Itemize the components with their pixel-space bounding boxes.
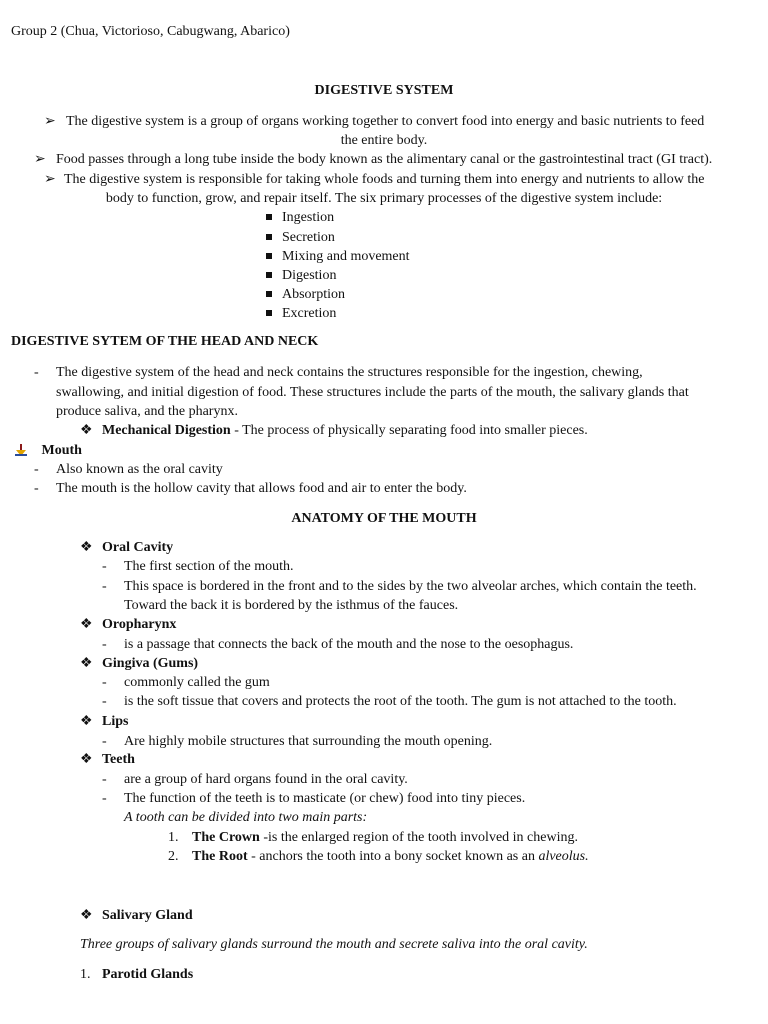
process-item: Digestion	[266, 266, 336, 285]
square-bullet-icon	[266, 253, 272, 259]
root-number: 2.	[168, 849, 179, 864]
page-title: DIGESTIVE SYSTEM	[314, 83, 454, 98]
mouth-text-1: Also known as the oral cavity	[56, 462, 223, 477]
gingiva-text-1: commonly called the gum	[124, 675, 270, 690]
process-item: Absorption	[266, 285, 345, 304]
parotid-glands-title: Parotid Glands	[102, 967, 194, 982]
process-item: Secretion	[266, 228, 335, 247]
dash-bullet-icon: -	[102, 675, 107, 690]
process-item: Excretion	[266, 304, 336, 323]
parotid-number: 1.	[80, 967, 91, 982]
intro-text-1a: The digestive system is a group of organs working together to convert food into energy and basic nutrients to feed	[66, 114, 705, 129]
square-bullet-icon	[266, 310, 272, 316]
square-bullet-icon	[266, 214, 272, 220]
diamond-bullet-icon: ❖	[80, 423, 93, 438]
teeth-text-1: are a group of hard organs found in the oral cavity.	[124, 772, 408, 787]
teeth-text-2: The function of the teeth is to masticate (or chew) food into tiny pieces.	[124, 791, 526, 806]
process-item: Mixing and movement	[266, 247, 410, 266]
dash-bullet-icon: -	[102, 694, 107, 709]
oral-cavity-text-1: The first section of the mouth.	[124, 559, 294, 574]
oral-cavity-item: ❖ Oral Cavity	[80, 540, 174, 555]
dash-bullet-icon: -	[102, 637, 107, 652]
mouth-heading	[14, 441, 82, 460]
intro-bullet-3	[44, 170, 705, 189]
salivary-description: Three groups of salivary glands surround the mouth and secrete saliva into the oral cavity.	[80, 937, 588, 952]
teeth-item: ❖ Teeth	[80, 752, 135, 767]
teeth-subheading: A tooth can be divided into two main parts:	[124, 810, 368, 825]
dash-bullet-icon: -	[102, 734, 107, 749]
mechanical-digestion-item	[80, 421, 588, 440]
gingiva-item: ❖ Gingiva (Gums)	[80, 656, 199, 671]
diamond-bullet-icon: ❖	[80, 656, 93, 671]
head-neck-text-3: produce saliva, and the pharynx.	[56, 404, 238, 419]
dash-bullet-icon: -	[34, 481, 39, 496]
square-bullet-icon	[266, 272, 272, 278]
dash-bullet-icon: -	[34, 365, 39, 380]
crown-number: 1.	[168, 830, 179, 845]
group-header: Group 2 (Chua, Victorioso, Cabugwang, Abarico)	[11, 24, 290, 39]
oropharynx-text: is a passage that connects the back of the mouth and the nose to the oesophagus.	[124, 637, 574, 652]
gingiva-text-2: is the soft tissue that covers and protects the root of the tooth. The gum is not attached to the tooth.	[124, 694, 677, 709]
arrow-bullet-icon: ➢	[44, 114, 56, 129]
crown-item: The Crown -is the enlarged region of the tooth involved in chewing.	[192, 830, 578, 845]
oral-cavity-text-2b: Toward the back it is bordered by the isthmus of the fauces.	[124, 598, 459, 613]
head-neck-text-1: The digestive system of the head and neck contains the structures responsible for the ingestion, chewing,	[56, 365, 643, 380]
arrow-bullet-icon: ➢	[44, 172, 56, 187]
diamond-bullet-icon: ❖	[80, 540, 93, 555]
root-item: The Root - anchors the tooth into a bony socket known as an alveolus.	[192, 849, 589, 864]
diamond-bullet-icon: ❖	[80, 908, 93, 923]
intro-text-3a: The digestive system is responsible for taking whole foods and turning them into energy and nutrients to allow the	[64, 172, 705, 187]
mechanical-digestion-text: - The process of physically separating food into smaller pieces.	[230, 423, 588, 438]
mechanical-digestion-title: Mechanical Digestion	[102, 423, 231, 438]
oral-cavity-text-2a: This space is bordered in the front and to the sides by the two alveolar arches, which contain the teeth.	[124, 579, 697, 594]
intro-bullet-1	[44, 112, 704, 131]
dash-bullet-icon: -	[102, 559, 107, 574]
section-heading-head-neck: DIGESTIVE SYTEM OF THE HEAD AND NECK	[11, 334, 319, 349]
square-bullet-icon	[266, 291, 272, 297]
intro-text-3b: body to function, grow, and repair itself. The six primary processes of the digestive system include:	[105, 191, 663, 206]
oropharynx-item: ❖ Oropharynx	[80, 617, 177, 632]
colored-arrow-icon	[14, 443, 28, 457]
dash-bullet-icon: -	[102, 772, 107, 787]
intro-text-2: Food passes through a long tube inside the body known as the alimentary canal or the gastrointestinal tract (GI tract).	[56, 152, 713, 167]
dash-bullet-icon: -	[102, 791, 107, 806]
section-heading-anatomy: ANATOMY OF THE MOUTH	[291, 511, 477, 526]
lips-text: Are highly mobile structures that surrounding the mouth opening.	[124, 734, 493, 749]
intro-text-1b: the entire body.	[340, 133, 428, 148]
head-neck-text-2: swallowing, and initial digestion of food. These structures include the parts of the mouth, the salivary glands that	[56, 385, 689, 400]
diamond-bullet-icon: ❖	[80, 752, 93, 767]
intro-bullet-2	[34, 150, 712, 169]
square-bullet-icon	[266, 234, 272, 240]
dash-bullet-icon: -	[102, 579, 107, 594]
mouth-title: Mouth	[41, 443, 82, 458]
salivary-gland-item: ❖ Salivary Gland	[80, 908, 193, 923]
diamond-bullet-icon: ❖	[80, 714, 93, 729]
arrow-bullet-icon: ➢	[34, 152, 46, 167]
mouth-text-2: The mouth is the hollow cavity that allows food and air to enter the body.	[56, 481, 467, 496]
diamond-bullet-icon: ❖	[80, 617, 93, 632]
process-item: Ingestion	[266, 208, 334, 227]
lips-item: ❖ Lips	[80, 714, 129, 729]
dash-bullet-icon: -	[34, 462, 39, 477]
